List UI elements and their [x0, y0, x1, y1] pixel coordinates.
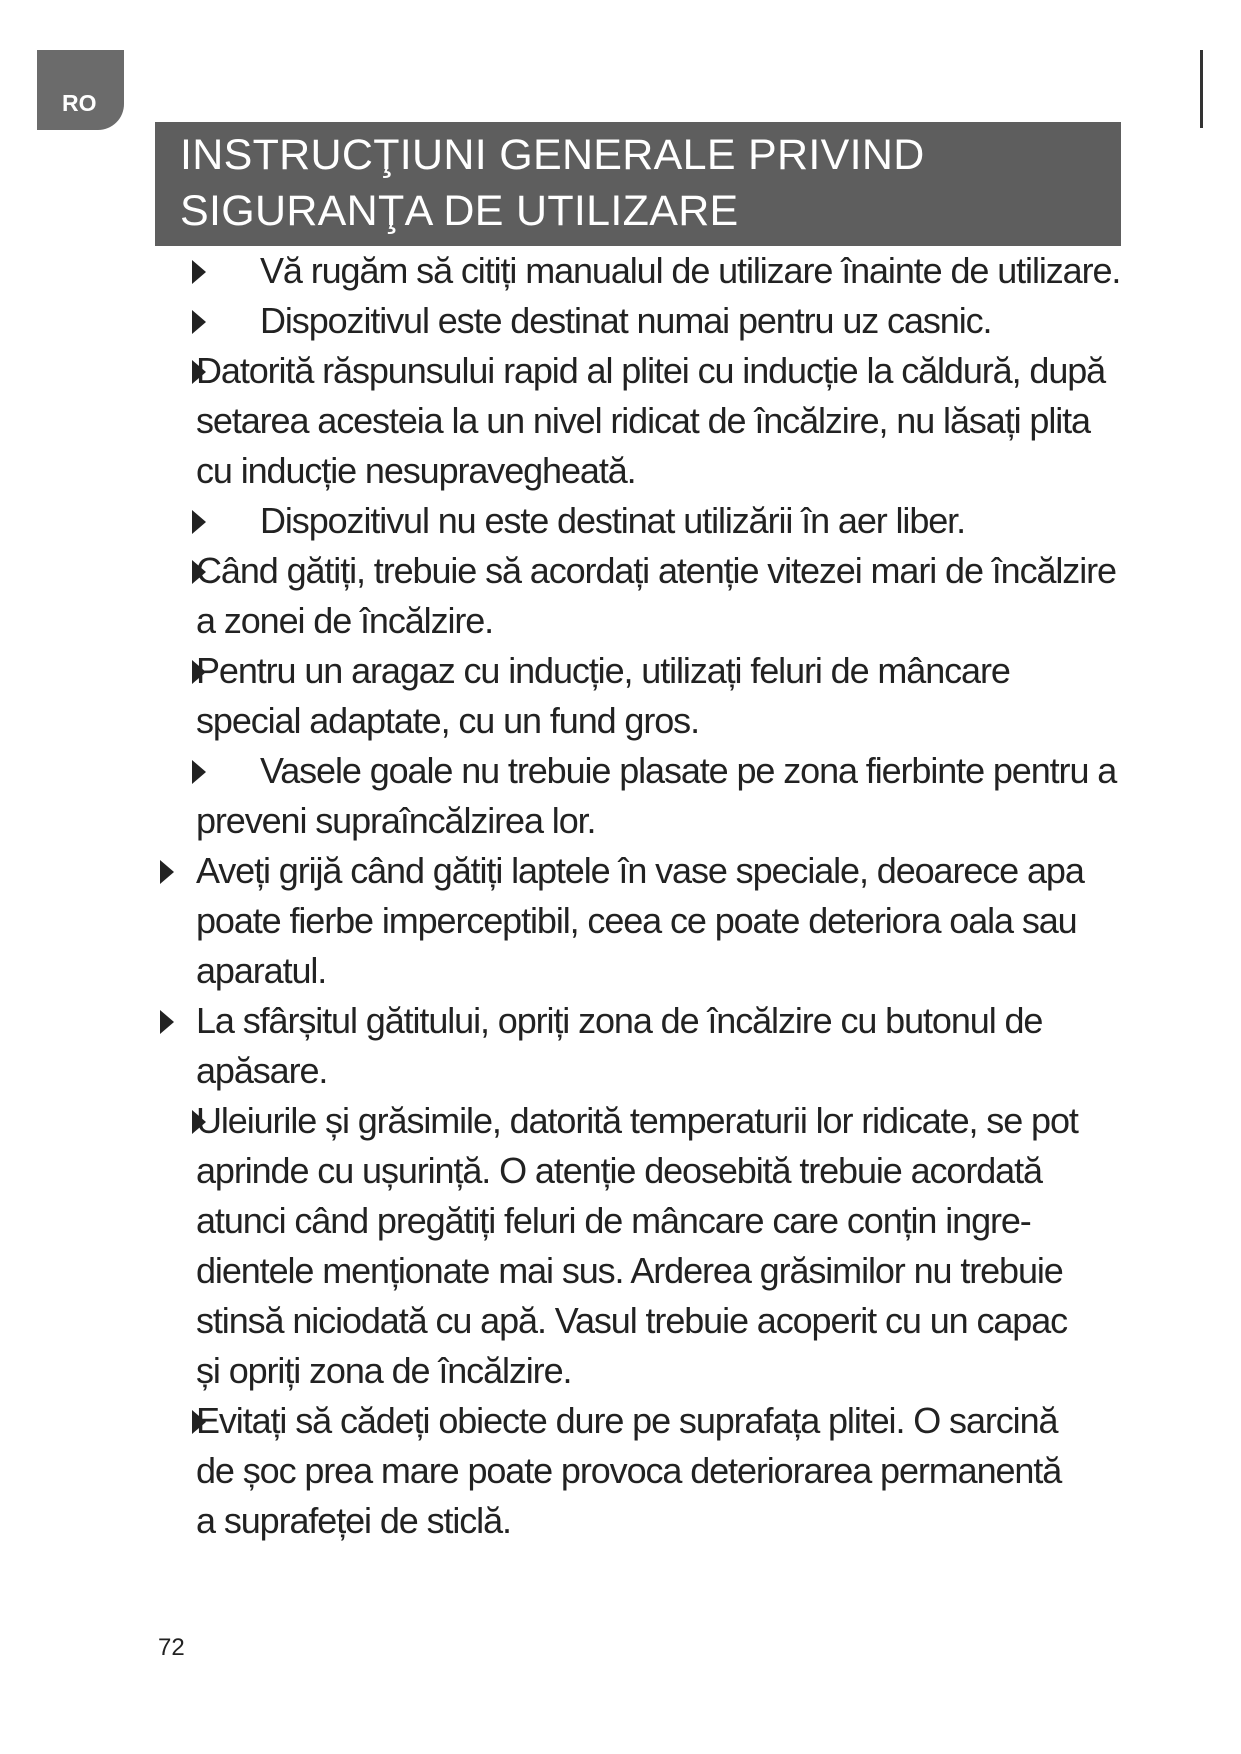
list-item-line: preveni supraîncălzirea lor. [196, 800, 596, 841]
list-item [0, 746, 1241, 846]
list-item-line: Când gătiți, trebuie să acordați atenție vitezei mari de încălzire [196, 550, 1116, 591]
bullet-icon [192, 510, 206, 534]
list-item-line: și opriți zona de încălzire. [196, 1350, 572, 1391]
bullet-icon [192, 360, 206, 384]
list-item-line: de șoc prea mare poate provoca deteriorarea permanentă [196, 1450, 1062, 1491]
bullet-icon [192, 310, 206, 334]
bullet-icon [192, 260, 206, 284]
list-item [0, 846, 1241, 996]
language-code: RO [62, 90, 97, 116]
section-title-box [155, 122, 1121, 246]
list-item-line: La sfârșitul gătitului, opriți zona de încălzire cu butonul de [196, 1000, 1043, 1041]
list-item-line: aparatul. [196, 950, 327, 991]
list-item-line: Uleiurile și grăsimile, datorită temperaturii lor ridicate, se pot [196, 1100, 1078, 1141]
list-item [0, 296, 1241, 346]
bullet-icon [192, 560, 206, 584]
bullet-icon [160, 860, 174, 884]
list-item [0, 1096, 1241, 1396]
list-item-line: Datorită răspunsului rapid al plitei cu inducție la căldură, după [196, 350, 1106, 391]
list-item-line: Pentru un aragaz cu inducție, utilizați feluri de mâncare [196, 650, 1010, 691]
bullet-icon [192, 1110, 206, 1134]
list-item-line: a suprafeței de sticlă. [196, 1500, 511, 1541]
bullet-icon [192, 1410, 206, 1434]
list-item-line: Dispozitivul este destinat numai pentru uz casnic. [260, 300, 992, 341]
language-tab [37, 50, 124, 130]
list-item [0, 346, 1241, 496]
page-number: 72 [158, 1634, 185, 1661]
list-item-line: Evitați să cădeți obiecte dure pe suprafața plitei. O sarcină [196, 1400, 1058, 1441]
list-item-line: apăsare. [196, 1050, 328, 1091]
list-item-line: dientele menționate mai sus. Arderea grăsimilor nu trebuie [196, 1250, 1063, 1291]
section-title-line-2: SIGURANŢA DE UTILIZARE [180, 187, 739, 235]
list-item-line: aprinde cu ușurință. O atenție deosebită trebuie acordată [196, 1150, 1042, 1191]
list-item-line: a zonei de încălzire. [196, 600, 494, 641]
list-item-line: Vă rugăm să citiți manualul de utilizare înainte de utilizare. [260, 250, 1121, 291]
list-item-line: Aveți grijă când gătiți laptele în vase speciale, deoarece apa [196, 850, 1084, 891]
list-item-line: setarea acesteia la un nivel ridicat de încălzire, nu lăsați plita [196, 400, 1090, 441]
list-item [0, 246, 1241, 296]
list-item-line: cu inducție nesupravegheată. [196, 450, 636, 491]
bullet-icon [160, 1010, 174, 1034]
list-item [0, 646, 1241, 746]
bullet-icon [192, 660, 206, 684]
list-item-line: atunci când pregătiți feluri de mâncare care conțin ingre- [196, 1200, 1031, 1241]
list-item [0, 1396, 1241, 1546]
bullet-icon [192, 760, 206, 784]
list-item-line: special adaptate, cu un fund gros. [196, 700, 699, 741]
list-item [0, 546, 1241, 646]
list-item-line: poate fierbe imperceptibil, ceea ce poate deteriora oala sau [196, 900, 1077, 941]
list-item-line: Vasele goale nu trebuie plasate pe zona fierbinte pentru a [260, 750, 1117, 791]
list-item-line: stinsă niciodată cu apă. Vasul trebuie acoperit cu un capac [196, 1300, 1068, 1341]
safety-instructions-list [0, 246, 1241, 1546]
list-item-line: Dispozitivul nu este destinat utilizării în aer liber. [260, 500, 965, 541]
list-item [0, 996, 1241, 1096]
section-title-line-1: INSTRUCŢIUNI GENERALE PRIVIND [180, 131, 925, 179]
page-edge-line [1200, 50, 1203, 128]
list-item [0, 496, 1241, 546]
